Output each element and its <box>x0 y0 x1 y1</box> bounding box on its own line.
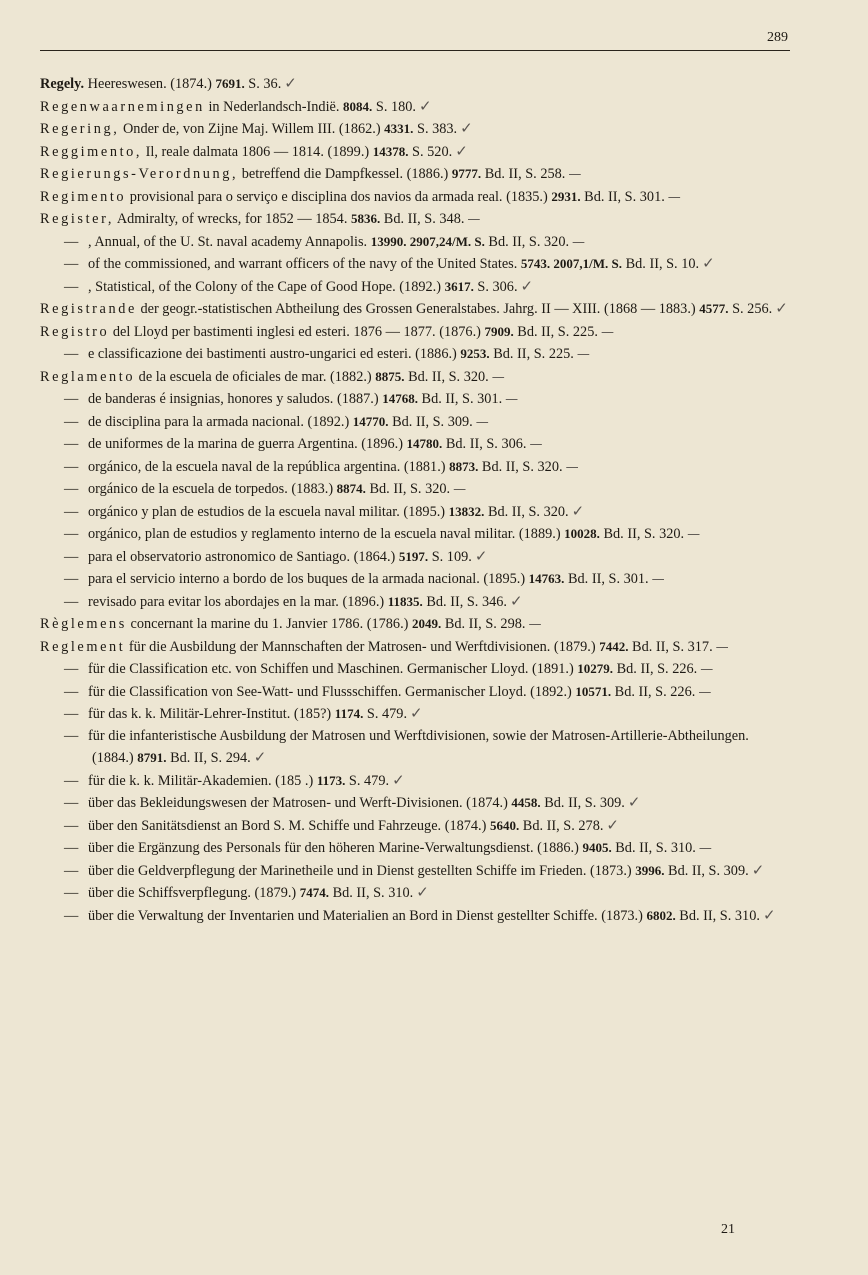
catalog-number: 14378. <box>372 143 409 159</box>
index-entry <box>40 276 792 299</box>
index-entries <box>40 73 792 927</box>
index-entry <box>40 343 792 366</box>
dash-mark-icon: — <box>529 437 543 452</box>
index-entry <box>40 96 792 119</box>
continuation-dash: — <box>64 458 79 475</box>
continuation-dash: — <box>64 661 79 677</box>
entry-reference: S. 479. <box>363 706 408 722</box>
dash-mark-icon: — <box>700 662 714 677</box>
continuation-dash: — <box>64 817 79 834</box>
dash-mark-icon: — <box>698 684 712 700</box>
catalog-number: 3617. <box>444 278 474 294</box>
catalog-number: 3996. <box>635 862 665 878</box>
index-entry <box>40 478 792 501</box>
continuation-dash: — <box>64 593 79 610</box>
dash-mark-icon: — <box>600 324 614 340</box>
catalog-number: 9405. <box>582 840 612 855</box>
dash-mark-icon: — <box>715 639 729 655</box>
entry-text: der geogr.-statistischen Abtheilung des Grossen Generalstabes. Jahrg. II — XIII. (1868 — 1883.) <box>136 301 700 317</box>
checkmark-icon: ✓ <box>571 501 585 520</box>
entry-text: über die Ergänzung des Personals für den höheren Marine-Verwaltungsdienst. (1886.) <box>88 840 583 856</box>
index-entry <box>40 726 792 770</box>
continuation-dash: — <box>64 481 79 497</box>
entry-text: über die Verwaltung der Inventarien und Materialien an Bord in Dienst gestellter Schiffe. (1873.) <box>88 907 647 924</box>
index-entry <box>40 366 792 389</box>
checkmark-icon: ✓ <box>762 905 776 924</box>
entry-text: e classificazione dei bastimenti austro-ungarici ed esteri. (1886.) <box>88 346 461 362</box>
entry-reference: Bd. II, S. 348. <box>380 211 465 227</box>
checkmark-icon: ✓ <box>416 883 429 901</box>
catalog-number: 5640. <box>489 817 520 833</box>
continuation-dash: — <box>64 840 79 856</box>
index-entry <box>40 118 792 141</box>
entry-text: provisional para o serviço e disciplina dos navios da armada real. (1835.) <box>126 188 552 205</box>
entry-text: für die Classification von See-Watt- und Flussschiffen. Germanischer Lloyd. (1892.) <box>88 683 576 700</box>
entry-text: Admiralty, of wrecks, for 1852 — 1854. <box>114 211 351 227</box>
continuation-dash: — <box>64 526 79 542</box>
entry-reference: Bd. II, S. 320. <box>484 233 570 250</box>
index-entry <box>40 703 792 726</box>
footer-number: 21 <box>721 1222 735 1237</box>
entry-headword: Regierungs-Verordnung, <box>40 166 239 182</box>
catalog-number: 5743. 2007,1/M. S. <box>520 256 623 271</box>
dash-mark-icon: — <box>528 617 542 632</box>
index-entry <box>40 231 792 254</box>
entry-reference: Bd. II, S. 310. <box>675 907 760 924</box>
dash-mark-icon: — <box>467 212 481 227</box>
continuation-dash: — <box>64 256 79 272</box>
index-entry <box>40 546 792 569</box>
index-entry <box>40 388 792 411</box>
catalog-number: 7691. <box>215 76 245 91</box>
entry-reference: S. 520. <box>408 143 453 160</box>
catalog-number: 11835. <box>387 593 423 609</box>
checkmark-icon: ✓ <box>253 748 267 766</box>
continuation-dash: — <box>64 233 79 250</box>
checkmark-icon: ✓ <box>509 591 523 610</box>
entry-reference: Bd. II, S. 320. <box>365 481 451 497</box>
entry-headword: Reglement <box>40 638 126 655</box>
catalog-number: 13990. 2907,24/M. S. <box>370 233 485 249</box>
checkmark-icon: ✓ <box>460 119 473 137</box>
entry-text: orgánico y plan de estudios de la escuela naval militar. (1895.) <box>88 503 449 520</box>
index-entry <box>40 591 792 614</box>
entry-text: de banderas é insignias, honores y saludos. (1887.) <box>88 391 383 407</box>
entry-text: für die Ausbildung der Mannschaften der Matrosen- und Werftdivisionen. (1879.) <box>125 638 600 655</box>
continuation-dash: — <box>64 727 79 744</box>
continuation-dash: — <box>64 503 79 520</box>
index-entry <box>40 523 792 546</box>
catalog-number: 14763. <box>528 571 565 586</box>
catalog-number: 4331. <box>384 121 414 136</box>
entry-text: orgánico, plan de estudios y reglamento interno de la escuela naval militar. (1889.) <box>88 526 565 542</box>
entry-text: para el servicio interno a bordo de los buques de la armada nacional. (1895.) <box>88 571 529 587</box>
checkmark-icon: ✓ <box>702 254 715 272</box>
entry-text: concernant la marine du 1. Janvier 1786. (1786.) <box>126 616 412 632</box>
entry-text: Heereswesen. (1874.) <box>84 76 216 92</box>
dash-mark-icon: — <box>698 841 712 856</box>
entry-reference: Bd. II, S. 301. <box>417 391 503 407</box>
continuation-dash: — <box>64 862 79 879</box>
entry-text: del Lloyd per bastimenti inglesi ed esteri. 1876 — 1877. (1876.) <box>109 323 485 340</box>
entry-reference: Bd. II, S. 226. <box>613 661 698 677</box>
index-entry <box>40 186 792 209</box>
catalog-number: 9777. <box>451 166 482 181</box>
entry-reference: S. 36. <box>244 76 282 92</box>
catalog-number: 6802. <box>646 907 676 923</box>
catalog-number: 5197. <box>398 548 429 564</box>
continuation-dash: — <box>64 571 79 587</box>
catalog-number: 10279. <box>577 661 614 676</box>
entry-text: orgánico, de la escuela naval de la república argentina. (1881.) <box>88 458 450 475</box>
index-entry <box>40 613 792 636</box>
checkmark-icon: ✓ <box>455 141 468 160</box>
index-entry <box>40 770 792 793</box>
dash-mark-icon: — <box>475 414 489 430</box>
entry-text: über den Sanitätsdienst an Bord S. M. Schiffe und Fahrzeuge. (1874.) <box>88 817 490 834</box>
index-entry <box>40 208 792 231</box>
entry-text: betreffend die Dampfkessel. (1886.) <box>238 166 452 182</box>
continuation-dash: — <box>64 436 79 452</box>
entry-reference: S. 306. <box>473 278 518 295</box>
entry-reference: Bd. II, S. 294. <box>166 750 251 766</box>
index-entry <box>40 882 792 905</box>
entry-text: Il, reale dalmata 1806 — 1814. (1899.) <box>142 143 373 160</box>
entry-reference: Bd. II, S. 301. <box>580 188 665 205</box>
header-rule <box>40 50 790 51</box>
continuation-dash: — <box>64 706 79 722</box>
index-entry <box>40 298 792 321</box>
entry-reference: Bd. II, S. 320. <box>599 526 685 542</box>
entry-headword: Regering, <box>40 121 120 137</box>
catalog-number: 8084. <box>343 98 373 114</box>
index-entry <box>40 815 792 838</box>
catalog-number: 4458. <box>511 795 541 810</box>
checkmark-icon: ✓ <box>392 770 405 789</box>
entry-text: in Nederlandsch-Indië. <box>204 98 344 115</box>
entry-reference: S. 256. <box>728 301 773 317</box>
entry-reference: Bd. II, S. 309. <box>540 795 625 811</box>
catalog-number: 8875. <box>375 368 405 384</box>
entry-text: für das k. k. Militär-Lehrer-Institut. (185?) <box>88 706 335 722</box>
continuation-dash: — <box>64 346 79 362</box>
catalog-number: 8791. <box>137 750 167 765</box>
index-entry <box>40 681 792 704</box>
entry-headword: Regenwaarnemingen <box>40 98 205 115</box>
catalog-number: 14770. <box>352 413 389 429</box>
dash-mark-icon: — <box>453 482 467 497</box>
dash-mark-icon: — <box>505 392 519 407</box>
entry-text: , Statistical, of the Colony of the Cape of Good Hope. (1892.) <box>88 278 445 295</box>
page-number: 289 <box>767 30 788 45</box>
entry-headword: Registrande <box>40 301 137 317</box>
continuation-dash: — <box>64 885 79 901</box>
entry-reference: Bd. II, S. 346. <box>422 593 507 610</box>
entry-text: für die k. k. Militär-Akademien. (185 .) <box>88 772 317 789</box>
index-entry <box>40 501 792 524</box>
dash-mark-icon: — <box>687 527 701 542</box>
entry-headword: Regely. <box>40 76 85 92</box>
entry-reference: Bd. II, S. 10. <box>622 256 700 272</box>
catalog-number: 9253. <box>460 346 490 361</box>
entry-reference: Bd. II, S. 310. <box>611 840 696 856</box>
entry-reference: Bd. II, S. 301. <box>564 571 649 587</box>
entry-text: über das Bekleidungswesen der Matrosen- und Werft-Divisionen. (1874.) <box>88 795 512 811</box>
catalog-number: 7442. <box>599 638 629 654</box>
continuation-dash: — <box>64 413 79 430</box>
catalog-number: 7909. <box>484 323 514 339</box>
catalog-number: 2049. <box>412 616 442 631</box>
catalog-number: 4577. <box>699 301 729 316</box>
entry-reference: Bd. II, S. 309. <box>664 862 749 879</box>
entry-reference: S. 109. <box>428 548 472 565</box>
index-entry <box>40 253 792 276</box>
index-entry <box>40 73 792 96</box>
index-entry <box>40 837 792 860</box>
entry-reference: Bd. II, S. 309. <box>388 413 473 430</box>
index-entry <box>40 658 792 681</box>
catalog-number: 1174. <box>334 706 364 721</box>
entry-headword: Register, <box>40 211 115 227</box>
checkmark-icon: ✓ <box>284 74 297 92</box>
entry-text: über die Geldverpflegung der Marinetheile und in Dienst gestellten Schiffe im Frieden. (1873.) <box>88 862 636 879</box>
entry-reference: Bd. II, S. 320. <box>404 368 489 385</box>
entry-reference: Bd. II, S. 317. <box>628 638 713 655</box>
entry-reference: S. 180. <box>372 98 416 115</box>
entry-text: orgánico de la escuela de torpedos. (1883.) <box>88 481 337 497</box>
entry-text: de disciplina para la armada nacional. (1892.) <box>88 413 353 430</box>
entry-text: para el observatorio astronomico de Santiago. (1864.) <box>88 548 399 565</box>
catalog-number: 8873. <box>449 458 479 474</box>
entry-reference: Bd. II, S. 306. <box>442 436 527 452</box>
entry-reference: S. 479. <box>345 772 390 789</box>
index-entry <box>40 321 792 344</box>
entry-text: Onder de, von Zijne Maj. Willem III. (1862.) <box>119 121 385 137</box>
dash-mark-icon: — <box>576 347 590 362</box>
checkmark-icon: ✓ <box>775 299 788 317</box>
entry-text: , Annual, of the U. St. naval academy Annapolis. <box>88 233 371 250</box>
entry-headword: Règlemens <box>40 616 127 632</box>
continuation-dash: — <box>64 907 79 924</box>
checkmark-icon: ✓ <box>627 793 641 811</box>
entry-reference: Bd. II, S. 226. <box>611 683 696 700</box>
dash-mark-icon: — <box>565 459 579 475</box>
entry-reference: Bd. II, S. 298. <box>441 616 526 632</box>
entry-text: für die Classification etc. von Schiffen und Maschinen. Germanischer Lloyd. (1891.) <box>88 661 578 677</box>
entry-text: de uniformes de la marina de guerra Argentina. (1896.) <box>88 436 407 452</box>
continuation-dash: — <box>64 795 79 811</box>
entry-text: für die infanteristische Ausbildung der Matrosen und Werftdivisionen, sowie der Matrosen-Artillerie-Abtheilungen. (1884.) <box>88 727 749 766</box>
continuation-dash: — <box>64 391 79 407</box>
catalog-number: 7474. <box>299 885 330 900</box>
index-entry <box>40 792 792 815</box>
continuation-dash: — <box>64 278 79 295</box>
catalog-number: 2931. <box>551 188 581 204</box>
entry-text: de la escuela de oficiales de mar. (1882.) <box>135 368 376 385</box>
entry-headword: Registro <box>40 323 110 340</box>
checkmark-icon: ✓ <box>606 815 619 834</box>
index-entry <box>40 636 792 659</box>
entry-reference: Bd. II, S. 258. <box>481 166 566 182</box>
entry-reference: Bd. II, S. 278. <box>519 817 604 834</box>
catalog-number: 14768. <box>382 391 418 406</box>
catalog-number: 14780. <box>406 436 443 451</box>
index-entry <box>40 456 792 479</box>
dash-mark-icon: — <box>491 369 505 385</box>
entry-reference: Bd. II, S. 320. <box>484 503 569 520</box>
entry-headword: Reglamento <box>40 368 136 385</box>
index-entry <box>40 568 792 591</box>
entry-headword: Regimento <box>40 188 127 205</box>
catalog-number: 5836. <box>350 211 381 226</box>
entry-reference: Bd. II, S. 225. <box>489 346 574 362</box>
entry-reference: Bd. II, S. 225. <box>513 323 598 340</box>
dash-mark-icon: — <box>651 572 665 587</box>
dash-mark-icon: — <box>572 234 586 250</box>
index-entry <box>40 433 792 456</box>
entry-reference: S. 383. <box>413 121 458 137</box>
catalog-number: 10571. <box>575 683 612 699</box>
checkmark-icon: ✓ <box>410 704 423 722</box>
catalog-number: 1173. <box>316 772 346 788</box>
catalog-number: 13832. <box>448 503 485 519</box>
entry-text: über die Schiffsverpflegung. (1879.) <box>88 885 300 901</box>
checkmark-icon: ✓ <box>474 546 488 565</box>
dash-mark-icon: — <box>568 167 582 182</box>
index-entry <box>40 411 792 434</box>
catalog-number: 10028. <box>564 526 600 541</box>
checkmark-icon: ✓ <box>419 96 432 115</box>
entry-text: of the commissioned, and warrant officers of the navy of the United States. <box>88 256 521 272</box>
index-entry <box>40 141 792 164</box>
index-entry <box>40 163 792 186</box>
entry-reference: Bd. II, S. 310. <box>329 885 414 901</box>
dash-mark-icon: — <box>667 189 681 205</box>
continuation-dash: — <box>64 772 79 789</box>
entry-reference: Bd. II, S. 320. <box>478 458 563 475</box>
entry-headword: Reggimento, <box>40 143 143 160</box>
checkmark-icon: ✓ <box>520 276 534 295</box>
continuation-dash: — <box>64 683 79 700</box>
index-entry <box>40 860 792 883</box>
checkmark-icon: ✓ <box>751 860 765 879</box>
index-entry <box>40 905 792 928</box>
catalog-number: 8874. <box>336 481 366 496</box>
continuation-dash: — <box>64 548 79 565</box>
entry-text: revisado para evitar los abordajes en la mar. (1896.) <box>88 593 388 610</box>
